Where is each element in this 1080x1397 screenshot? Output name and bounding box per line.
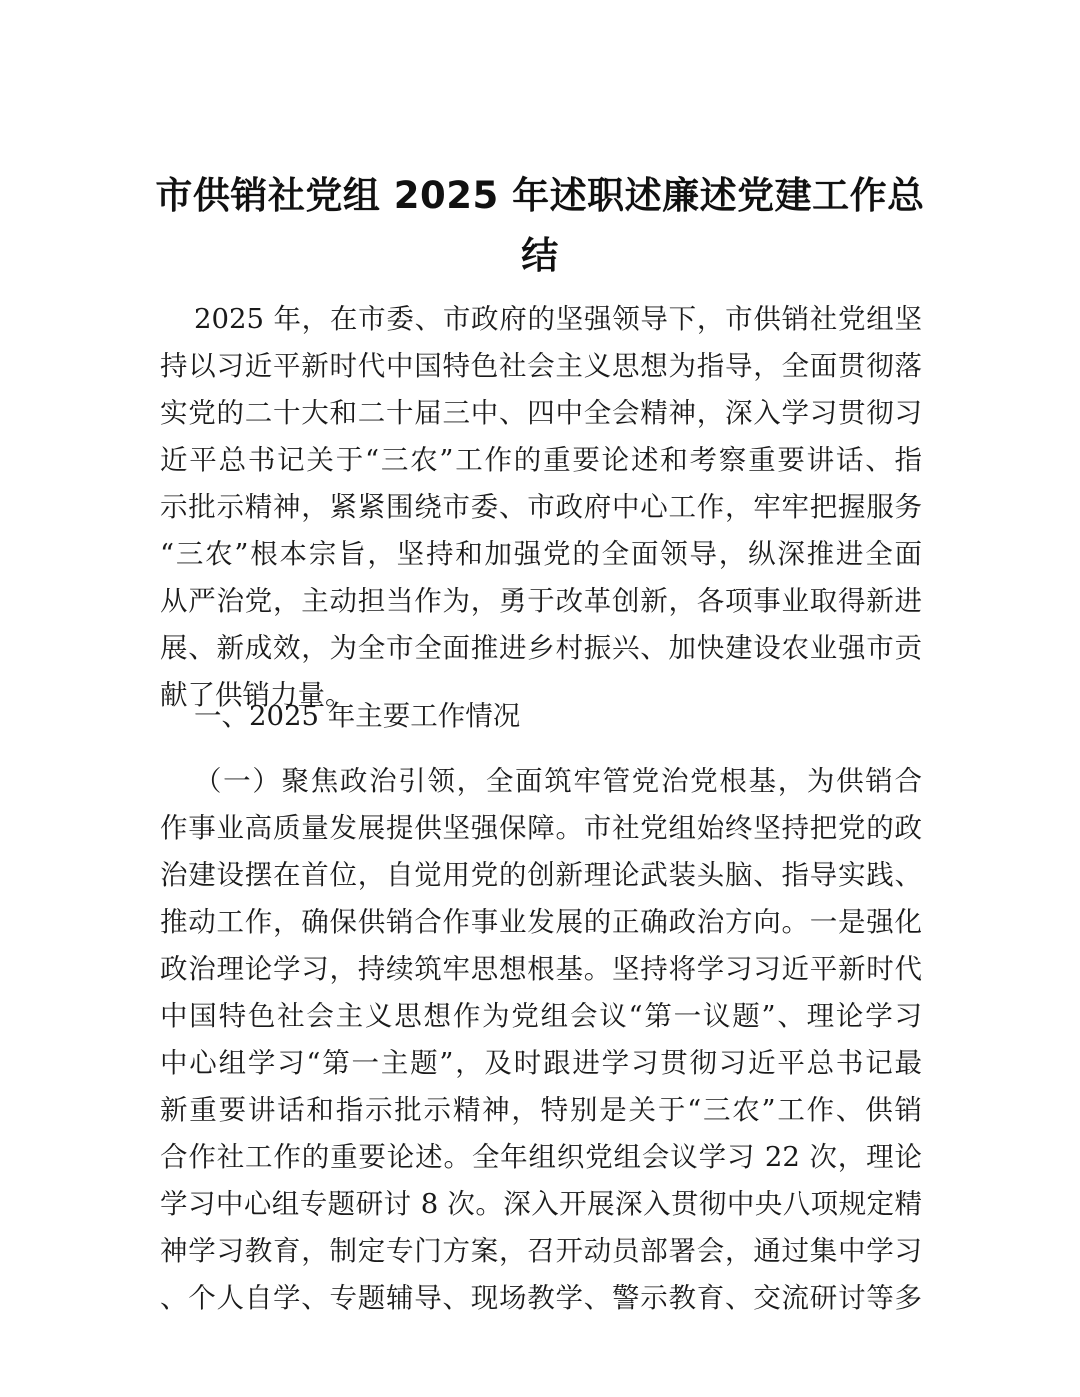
paragraph-line: 政治理论学习，持续筑牢思想根基。坚持将学习习近平新时代 <box>160 953 922 985</box>
paragraph-line: 展、新成效，为全市全面推进乡村振兴、加快建设农业强市贡 <box>160 632 922 664</box>
paragraph-line: 实党的二十大和二十届三中、四中全会精神，深入学习贯彻习 <box>160 397 922 429</box>
title-line: 市供销社党组 2025 年述职述廉述党建工作总 <box>155 174 925 217</box>
paragraph-line: 中国特色社会主义思想作为党组会议“第一议题”、理论学习 <box>160 1000 922 1032</box>
paragraph-line: 2025 年，在市委、市政府的坚强领导下，市供销社党组坚 <box>194 303 922 335</box>
paragraph-line: 作事业高质量发展提供坚强保障。市社党组始终坚持把党的政 <box>160 812 922 844</box>
paragraph-line: 近平总书记关于“三农”工作的重要论述和考察重要讲话、指 <box>160 444 922 476</box>
section-heading: 一、2025 年主要工作情况 <box>194 700 521 732</box>
document-title <box>150 166 930 286</box>
paragraph-line: 、个人自学、专题辅导、现场教学、警示教育、交流研讨等多 <box>160 1282 922 1314</box>
paragraph-line: 神学习教育，制定专门方案，召开动员部署会，通过集中学习 <box>160 1235 922 1267</box>
section-paragraph <box>160 758 922 1322</box>
paragraph-line: 治建设摆在首位，自觉用党的创新理论武装头脑、指导实践、 <box>160 859 922 891</box>
paragraph-line: 中心组学习“第一主题”，及时跟进学习贯彻习近平总书记最 <box>160 1047 922 1079</box>
intro-paragraph <box>160 296 922 719</box>
paragraph-line: （一）聚焦政治引领，全面筑牢管党治党根基，为供销合 <box>194 765 922 797</box>
paragraph-line: 推动工作，确保供销合作事业发展的正确政治方向。一是强化 <box>160 906 922 938</box>
paragraph-line: 持以习近平新时代中国特色社会主义思想为指导，全面贯彻落 <box>160 350 922 382</box>
paragraph-line: 示批示精神，紧紧围绕市委、市政府中心工作，牢牢把握服务 <box>160 491 922 523</box>
paragraph-line: “三农”根本宗旨，坚持和加强党的全面领导，纵深推进全面 <box>160 538 922 570</box>
paragraph-line: 献了供销力量。 <box>160 679 353 711</box>
paragraph-line: 从严治党，主动担当作为，勇于改革创新，各项事业取得新进 <box>160 585 922 617</box>
paragraph-line: 新重要讲话和指示批示精神，特别是关于“三农”工作、供销 <box>160 1094 922 1126</box>
title-line: 结 <box>521 234 559 277</box>
paragraph-line: 合作社工作的重要论述。全年组织党组会议学习 22 次，理论 <box>160 1141 922 1173</box>
paragraph-line: 学习中心组专题研讨 8 次。深入开展深入贯彻中央八项规定精 <box>160 1188 922 1220</box>
